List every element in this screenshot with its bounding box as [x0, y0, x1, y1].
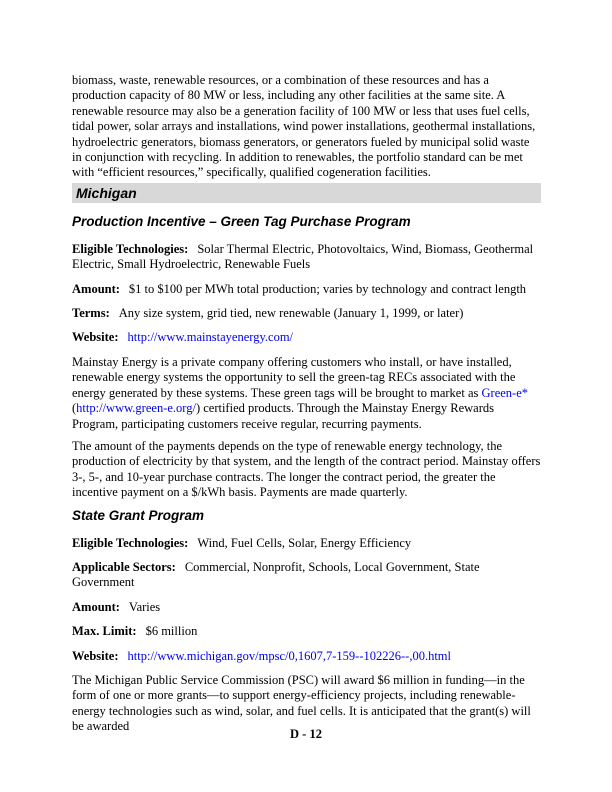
- paragraph-text: ) certified products. Through the Mainstay Energy Rewards Program, participating customers receive regular, recurring payments.: [72, 401, 495, 431]
- field-label: Terms:: [72, 306, 110, 321]
- field-value: Wind, Fuel Cells, Solar, Energy Efficiency: [197, 535, 412, 550]
- program2-title: State Grant Program: [72, 507, 205, 523]
- state-section-header-label: Michigan: [76, 184, 137, 201]
- field-row-applicable-sectors: [72, 560, 541, 591]
- green-e-link[interactable]: Green-e*: [481, 385, 528, 400]
- intro-paragraph: biomass, waste, renewable resources, or a combination of these resources and has a production capacity of 80 MW or less, including any other facilities at the same site. A renewable resource may also be a generation facility of 100 MW or less that uses fuel cells, tidal power, solar arrays and installations, wind power installations, geothermal installations, hydroelectric generators, biomass generators, or generators fueled by municipal solid waste in conjunction with recycling. In addition to renewables, the portfolio standard can be met with “efficient resources,” specifically, qualified cogeneration facilities.: [72, 73, 536, 180]
- field-row-website: [72, 330, 541, 345]
- state-section-header: [72, 183, 541, 203]
- paragraph-text: Mainstay Energy is a private company offering customers who install, or have installed, renewable energy systems the opportunity to sell the green-tag RECs associated with the energy generated by these systems. These green tags will be brought to market as: [72, 354, 516, 400]
- program1-description-paragraph: [72, 355, 541, 432]
- field-row-terms: [72, 306, 541, 321]
- field-label: Website:: [72, 330, 119, 345]
- field-row-eligible-technologies: [72, 536, 541, 551]
- paragraph-text: (: [72, 401, 77, 416]
- field-value: $6 million: [145, 624, 198, 639]
- field-value: Varies: [128, 599, 161, 614]
- field-label: Amount:: [72, 599, 120, 614]
- green-e-url-link[interactable]: http://www.green-e.org/: [76, 401, 196, 416]
- michigan-gov-link[interactable]: http://www.michigan.gov/mpsc/0,1607,7-159--102226--,00.html: [127, 648, 451, 663]
- program2-description-paragraph: The Michigan Public Service Commission (PSC) will award $6 million in funding—in the form of one or more grants—to support energy-efficiency projects, including renewable-energy technologies such as wind, solar, and fuel cells. It is anticipated that the grant(s) will be awarded: [72, 672, 531, 734]
- field-row-max-limit: [72, 624, 541, 639]
- field-label: Website:: [72, 648, 119, 663]
- page-number: D - 12: [290, 727, 322, 741]
- field-row-amount: [72, 282, 541, 297]
- field-value: Commercial, Nonprofit, Schools, Local Government, State Government: [72, 559, 480, 590]
- field-value: $1 to $100 per MWh total production; varies by technology and contract length: [128, 281, 527, 296]
- field-value: Solar Thermal Electric, Photovoltaics, Wind, Biomass, Geothermal Electric, Small Hydroelectric, Renewable Fuels: [72, 241, 534, 272]
- field-row-website: [72, 649, 541, 664]
- mainstayenergy-link[interactable]: http://www.mainstayenergy.com/: [127, 330, 294, 345]
- field-label: Eligible Technologies:: [72, 535, 189, 550]
- field-value: Any size system, grid tied, new renewable (January 1, 1999, or later): [118, 306, 464, 321]
- field-row-amount: [72, 600, 541, 615]
- field-label: Amount:: [72, 281, 120, 296]
- program1-title: Production Incentive – Green Tag Purchase Program: [72, 213, 411, 229]
- field-label: Applicable Sectors:: [72, 559, 176, 574]
- field-label: Max. Limit:: [72, 624, 137, 639]
- program1-payments-paragraph: The amount of the payments depends on the type of renewable energy technology, the production of electricity by that system, and the length of the contract period. Mainstay offers 3-, 5-, and 10-year purchase contracts. The longer the contract period, the greater the incentive payment on a $/kWh basis. Payments are made quarterly.: [72, 438, 541, 500]
- field-label: Eligible Technologies:: [72, 241, 189, 256]
- field-row-eligible-technologies: [72, 242, 541, 273]
